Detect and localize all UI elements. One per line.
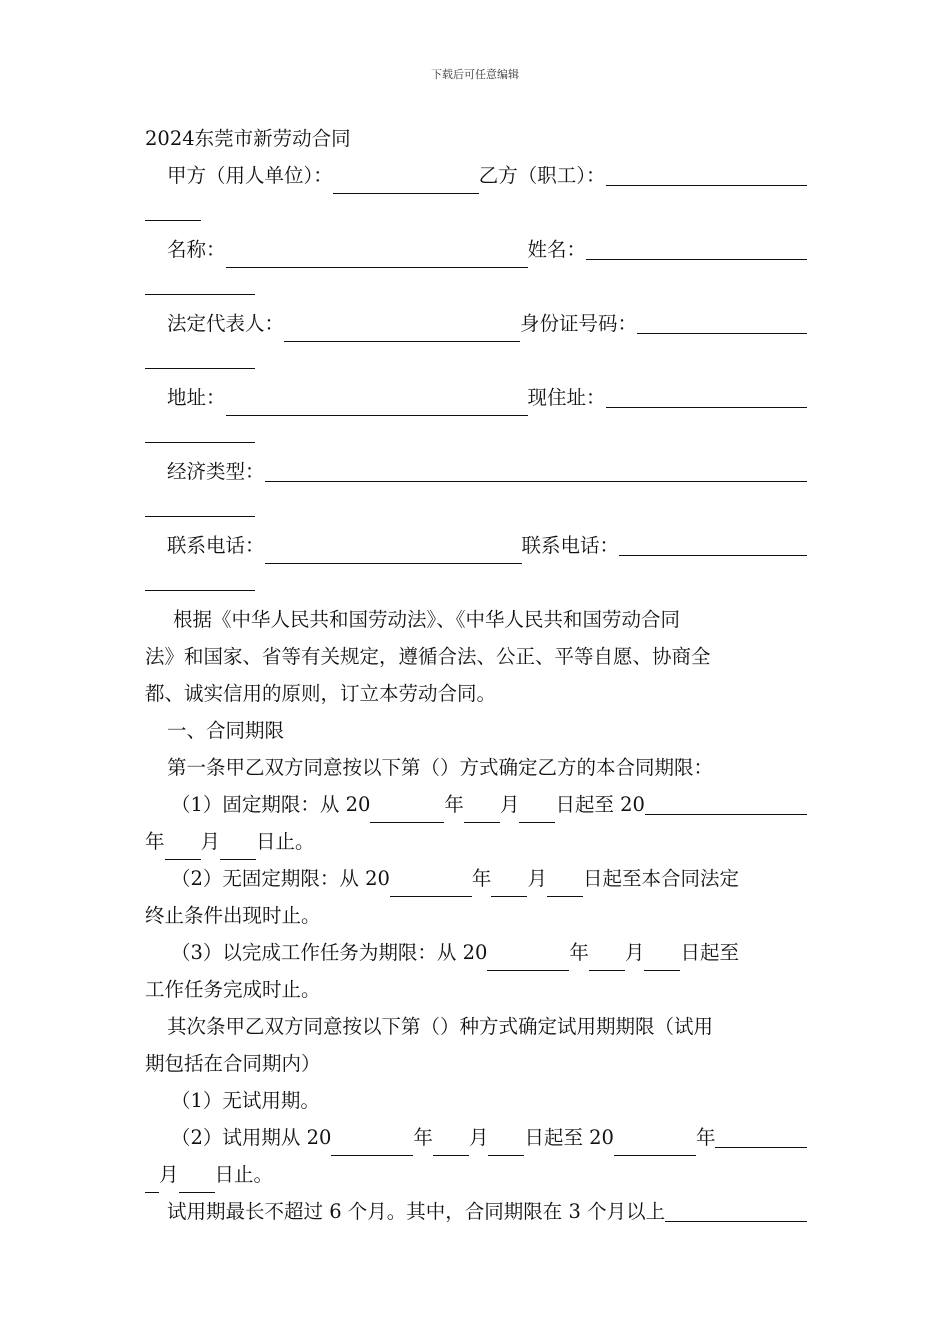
- party-row-3: [145, 305, 807, 342]
- trial2-text-d: 日起至 20: [524, 1126, 614, 1149]
- option-open-term: [145, 860, 807, 897]
- opt3-cont: 工作任务完成时止。: [145, 978, 321, 1001]
- opt2-month: 月: [527, 867, 547, 890]
- economic-type-blank-cont: [145, 496, 255, 517]
- trial-limit-blank: [665, 1194, 807, 1222]
- party-row-4: [145, 379, 807, 416]
- party-b-blank: [606, 158, 807, 186]
- person-name-label: 姓名：: [527, 238, 587, 261]
- trial-option-2-cont: [145, 1156, 807, 1193]
- party-a-blank: [333, 166, 479, 194]
- opt3-month-blank: [589, 943, 625, 971]
- opt3-year: 年: [569, 941, 589, 964]
- option-fixed-term-cont: [145, 823, 807, 860]
- option-task-term: [145, 934, 807, 971]
- person-name-blank: [586, 232, 807, 260]
- party-row-6: [145, 527, 807, 564]
- party-b-blank-cont: [145, 200, 201, 221]
- preamble-line-3: 都、诚实信用的原则，订立本劳动合同。: [145, 682, 497, 705]
- opt3-text-a: （3）以完成工作任务为期限：从 20: [171, 941, 488, 964]
- opt1-month: 月: [499, 793, 520, 816]
- opt1-year: 年: [444, 793, 464, 816]
- legal-rep-blank: [284, 314, 520, 342]
- trial-limit-text: 试用期最长不超过 6 个月。其中，合同期限在 3 个月以上: [167, 1200, 666, 1223]
- opt1-year-blank: [370, 795, 444, 823]
- trial2-end-month: 月: [159, 1163, 179, 1186]
- address-label: 地址：: [167, 386, 226, 409]
- trial2-month: 月: [468, 1126, 489, 1149]
- party-row-2: [145, 231, 807, 268]
- party-b-label: 乙方（职工）：: [478, 164, 606, 187]
- opt1-end-year-blank: [645, 787, 807, 815]
- person-name-blank-cont: [145, 274, 255, 295]
- opt1-day-blank: [519, 795, 555, 823]
- opt2-cont: 终止条件出现时止。: [145, 904, 321, 927]
- party-row-1: [145, 157, 807, 194]
- preamble-line-2: 法》和国家、省等有关规定，遵循合法、公正、平等自愿、协商全: [145, 645, 711, 668]
- opt3-day-blank: [644, 943, 680, 971]
- id-number-label: 身份证号码：: [520, 312, 638, 335]
- section-heading-term: 一、合同期限: [167, 719, 285, 742]
- address-blank: [226, 388, 528, 416]
- opt2-day-blank: [547, 869, 583, 897]
- current-address-label: 现住址：: [527, 386, 606, 409]
- phone-a-blank: [265, 536, 522, 564]
- opt1-end-day: 日止。: [256, 830, 315, 853]
- trial2-end-month-blank-cont: [145, 1165, 159, 1193]
- opt3-year-blank: [487, 943, 569, 971]
- phone-a-label: 联系电话：: [167, 534, 265, 557]
- opt2-year: 年: [471, 867, 492, 890]
- economic-type-blank: [265, 454, 807, 482]
- trial2-day-blank: [488, 1128, 524, 1156]
- header-note: 下载后可任意编辑: [431, 68, 519, 81]
- phone-b-blank: [619, 528, 807, 556]
- phone-b-label: 联系电话：: [521, 534, 620, 557]
- opt2-text-d: 日起至本合同法定: [582, 867, 739, 890]
- current-address-blank: [606, 380, 807, 408]
- name-blank: [226, 240, 528, 268]
- trial2-end-day: 日止。: [214, 1163, 274, 1186]
- economic-type-label: 经济类型：: [167, 460, 265, 483]
- opt1-month-blank: [464, 795, 500, 823]
- opt3-text-d: 日起至: [680, 941, 739, 964]
- document-title: 2024东莞市新劳动合同: [145, 127, 351, 150]
- name-label: 名称：: [167, 238, 226, 261]
- option-fixed-term: [145, 786, 807, 823]
- trial2-year: 年: [413, 1126, 433, 1149]
- trial2-end-month-blank: [715, 1120, 807, 1148]
- opt2-text-a: （2）无固定期限：从 20: [171, 867, 390, 890]
- current-address-blank-cont: [145, 422, 255, 443]
- trial2-month-blank: [433, 1128, 469, 1156]
- opt1-end-month-blank: [165, 832, 201, 860]
- opt2-year-blank: [390, 869, 472, 897]
- trial2-end-day-blank: [179, 1165, 215, 1193]
- opt1-end-day-blank: [220, 832, 256, 860]
- trial2-text-a: （2）试用期从 20: [171, 1126, 332, 1149]
- id-number-blank: [637, 306, 807, 334]
- opt3-month: 月: [624, 941, 645, 964]
- opt1-end-year: 年: [145, 830, 165, 853]
- party-a-label: 甲方（用人单位）：: [167, 164, 333, 187]
- opt1-end-month: 月: [200, 830, 221, 853]
- article-1: 第一条甲乙双方同意按以下第（）方式确定乙方的本合同期限：: [167, 756, 714, 779]
- preamble-line-1: 根据《中华人民共和国劳动法》、《中华人民共和国劳动合同: [173, 608, 681, 631]
- party-row-5: [145, 453, 807, 490]
- trial2-year-blank: [331, 1128, 413, 1156]
- opt1-text-a: （1）固定期限：从 20: [171, 793, 371, 816]
- trial-limit: [145, 1193, 807, 1230]
- contract-body: [145, 120, 807, 1230]
- opt1-text-d: 日起至 20: [555, 793, 645, 816]
- article-2-line-1: 其次条甲乙双方同意按以下第（）种方式确定试用期期限（试用: [167, 1015, 714, 1038]
- legal-rep-label: 法定代表人：: [167, 312, 285, 335]
- trial-option-1: （1）无试用期。: [171, 1089, 320, 1112]
- trial-option-2: [145, 1119, 807, 1156]
- trial2-end-year: 年: [695, 1126, 716, 1149]
- opt2-month-blank: [491, 869, 527, 897]
- id-number-blank-cont: [145, 348, 255, 369]
- phone-b-blank-cont: [145, 570, 255, 591]
- article-2-line-2: 期包括在合同期内）: [145, 1052, 321, 1075]
- trial2-end-year-blank: [614, 1128, 696, 1156]
